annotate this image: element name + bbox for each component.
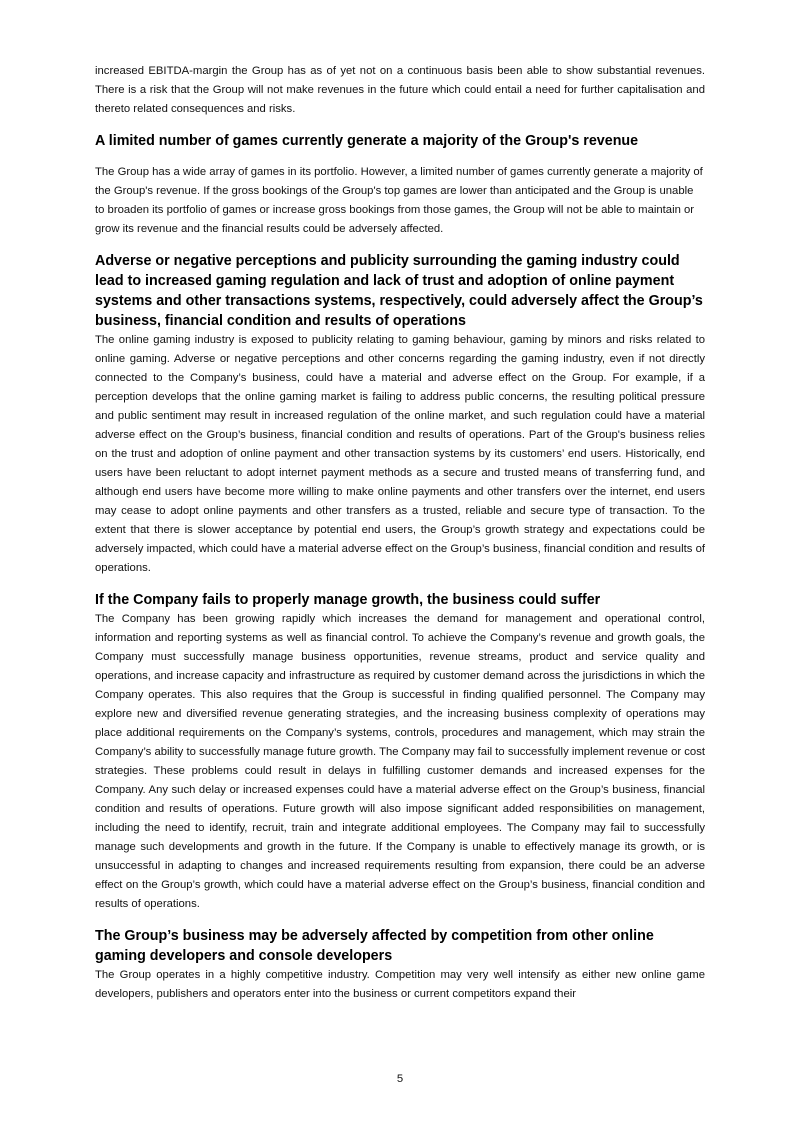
document-page	[95, 62, 705, 1004]
section-heading-negative-perceptions: Adverse or negative perceptions and publicity surrounding the gaming industry could lead to increased gaming regulation and lack of trust and adoption of online payment systems and other transactions systems, respectively, could adversely affect the Group’s business, financial condition and results of operations	[95, 253, 703, 329]
section-heading-competition: The Group’s business may be adversely affected by competition from other online gaming developers and console developers	[95, 928, 654, 964]
section-body-limited-games: The Group has a wide array of games in its portfolio. However, a limited number of games currently generate a majority of the Group's revenue. If the gross bookings of the Group's top games are lower than anticipated and the Group is unable to broaden its portfolio of games or increase gross bookings from those games, the Group will not be able to maintain or grow its revenue and the financial results could be adversely affected.	[95, 166, 703, 235]
section-body-negative-perceptions: The online gaming industry is exposed to publicity relating to gaming behaviour, gaming by minors and risks related to online gaming. Adverse or negative perceptions and other concerns regarding the gaming industry, even if not directly connected to the Company’s business, could have a material and adverse effect on the Group. For example, if a perception develops that the online gaming market is failing to address public concerns, the resulting political pressure and public sentiment may result in increased regulation of the online market, and such regulation could have a material adverse effect on the Group’s business, financial condition and results of operations. Part of the Group's business relies on the trust and adoption of online payment and other transaction systems by its customers’ end users. Historically, end users have been reluctant to adopt internet payment methods as a secure and trusted means of transferring fund, and although end users have become more willing to make online payments and other transfers over the internet, end users may cease to adopt online payments and other transfers as a trusted, reliable and secure type of transaction. To the extent that there is slower acceptance by potential end users, the Group’s growth strategy and expectations could be adversely impacted, which could have a material adverse effect on the Group’s business, financial condition and results of operations.	[95, 334, 705, 574]
section-heading-limited-games: A limited number of games currently generate a majority of the Group's revenue	[95, 133, 639, 149]
page-number: 5	[396, 1073, 404, 1085]
section-body-competition: The Group operates in a highly competitive industry. Competition may very well intensify as either new online game developers, publishers and operators enter into the business or current competitors expand their	[95, 969, 705, 1000]
section-body-manage-growth: The Company has been growing rapidly which increases the demand for management and operational control, information and reporting systems as well as financial control. To achieve the Company’s revenue and growth goals, the Company must successfully manage business opportunities, revenue streams, product and service quality and operations, and increase capacity and infrastructure as required by customer demand across the jurisdictions in which the Company operates. This also requires that the Group is successful in finding qualified personnel. The Company may explore new and diversified revenue generating strategies, and the increasing business complexity of operations may place additional requirements on the Company’s systems, controls, procedures and management, which may strain the Company’s ability to successfully manage future growth. The Company may fail to successfully implement revenue or cost strategies. These problems could result in delays in fulfilling customer demands and increased expenses for the Company. Any such delay or increased expenses could have a material adverse effect on the Group’s business, financial condition and results of operations. Future growth will also impose significant added responsibilities on management, including the need to identify, recruit, train and integrate additional employees. The Company may fail to successfully manage such developments and growth in the future. If the Company is unable to effectively manage its growth, or is unsuccessful in adapting to changes and increased requirements resulting from expansion, there could be an adverse effect on the Group’s growth, which could have a material adverse effect on the Group’s business, financial condition and results of operations.	[95, 613, 705, 910]
section-heading-manage-growth: If the Company fails to properly manage growth, the business could suffer	[95, 592, 601, 608]
intro-paragraph: increased EBITDA-margin the Group has as of yet not on a continuous basis been able to show substantial revenues. There is a risk that the Group will not make revenues in the future which could entail a need for further capitalisation and thereto related consequences and risks.	[95, 65, 705, 115]
